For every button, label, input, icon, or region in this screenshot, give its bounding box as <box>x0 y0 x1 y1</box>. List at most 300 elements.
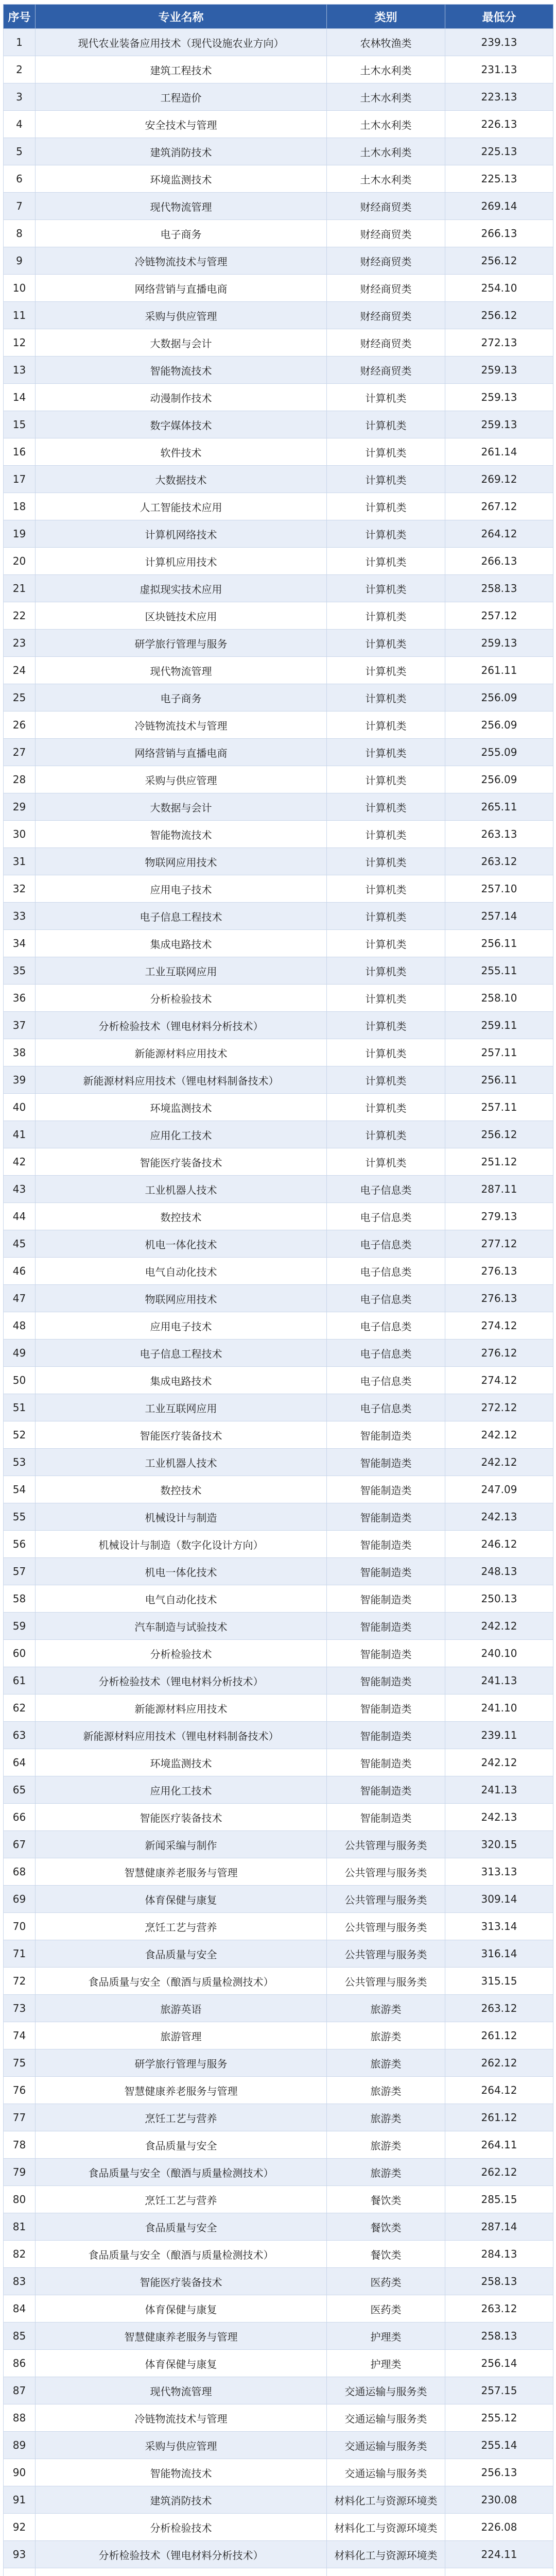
cell-min-score: 261.12 <box>445 2104 553 2131</box>
cell-min-score: 267.12 <box>445 493 553 520</box>
cell-major: 分析检验技术 <box>36 985 327 1012</box>
table-row <box>4 1340 553 1367</box>
cell-index: 6 <box>4 165 36 193</box>
cell-major: 安全技术与管理 <box>36 111 327 138</box>
cell-category: 计算机类 <box>327 384 445 411</box>
table-row <box>4 2323 553 2350</box>
cell-major: 电子信息工程技术 <box>36 903 327 930</box>
table-row <box>4 875 553 903</box>
table-row <box>4 1012 553 1039</box>
table-row <box>4 138 553 165</box>
cell-index: 65 <box>4 1776 36 1804</box>
cell-major: 冷链物流技术与管理 <box>36 711 327 739</box>
cell-min-score: 239.13 <box>445 29 553 56</box>
cell-index: 30 <box>4 821 36 848</box>
cell-min-score: 320.15 <box>445 1831 553 1858</box>
cell-min-score: 264.11 <box>445 2131 553 2159</box>
table-row <box>4 1858 553 1886</box>
cell-index: 69 <box>4 1886 36 1913</box>
cell-index: 55 <box>4 1503 36 1531</box>
cell-major: 机电一体化技术 <box>36 1558 327 1585</box>
cell-category: 计算机类 <box>327 438 445 466</box>
cell-major: 汽车制造与试验技术 <box>36 1613 327 1640</box>
cell-min-score: 255.09 <box>445 739 553 766</box>
table-row <box>4 2049 553 2077</box>
cell-index: 73 <box>4 1995 36 2022</box>
cell-category: 计算机类 <box>327 985 445 1012</box>
cell-major: 建筑消防技术 <box>36 138 327 165</box>
cell-major: 工程造价 <box>36 83 327 111</box>
cell-category: 计算机类 <box>327 1039 445 1066</box>
cell-category: 计算机类 <box>327 1094 445 1121</box>
cell-index: 9 <box>4 247 36 275</box>
table-row <box>4 930 553 957</box>
cell-index: 52 <box>4 1421 36 1449</box>
cell-category: 材料化工与资源环境类 <box>327 2486 445 2514</box>
cell-category: 餐饮类 <box>327 2241 445 2268</box>
table-row <box>4 357 553 384</box>
cell-category: 智能制造类 <box>327 1804 445 1831</box>
cell-index: 40 <box>4 1094 36 1121</box>
cell-index: 90 <box>4 2459 36 2486</box>
cell-category: 计算机类 <box>327 766 445 793</box>
cell-category: 智能制造类 <box>327 1476 445 1503</box>
cell-category: 公共管理与服务类 <box>327 1858 445 1886</box>
cell-min-score: 246.12 <box>445 1531 553 1558</box>
cell-min-score: 256.12 <box>445 302 553 329</box>
table-row <box>4 1886 553 1913</box>
table-header <box>4 5 553 29</box>
cell-category: 旅游类 <box>327 2022 445 2049</box>
cell-major: 烹饪工艺与营养 <box>36 2104 327 2131</box>
cell-index: 24 <box>4 657 36 684</box>
cell-category: 智能制造类 <box>327 1776 445 1804</box>
cell-major: 旅游管理 <box>36 2022 327 2049</box>
cell-min-score: 284.13 <box>445 2241 553 2268</box>
cell-index: 11 <box>4 302 36 329</box>
cell-index: 36 <box>4 985 36 1012</box>
cell-index: 80 <box>4 2186 36 2213</box>
cell-category: 财经商贸类 <box>327 193 445 220</box>
table-row <box>4 1995 553 2022</box>
cell-major: 智能医疗装备技术 <box>36 1148 327 1176</box>
cell-major: 机电一体化技术 <box>36 1230 327 1258</box>
cell-major: 建筑工程技术 <box>36 56 327 83</box>
cell-min-score: 256.11 <box>445 930 553 957</box>
cell-category: 计算机类 <box>327 520 445 548</box>
cell-major: 智能物流技术 <box>36 357 327 384</box>
cell-category <box>327 2568 445 2576</box>
cell-category: 交通运输与服务类 <box>327 2432 445 2459</box>
cell-major: 采购与供应管理 <box>36 766 327 793</box>
cell-category: 电子信息类 <box>327 1340 445 1367</box>
cell-category: 医药类 <box>327 2268 445 2295</box>
cell-category: 计算机类 <box>327 630 445 657</box>
cell-index: 14 <box>4 384 36 411</box>
cell-major: 体育保健与康复 <box>36 2295 327 2323</box>
cell-major: 网络营销与直播电商 <box>36 739 327 766</box>
cell-category: 计算机类 <box>327 848 445 875</box>
cell-major: 采购与供应管理 <box>36 302 327 329</box>
cell-index: 2 <box>4 56 36 83</box>
table-row <box>4 1585 553 1613</box>
cell-index: 87 <box>4 2377 36 2404</box>
cell-major: 区块链技术应用 <box>36 602 327 630</box>
header-index: 序号 <box>4 5 36 29</box>
cell-index: 10 <box>4 275 36 302</box>
cell-index: 92 <box>4 2514 36 2541</box>
table-body <box>4 29 553 2576</box>
table-row <box>4 766 553 793</box>
cell-category: 交通运输与服务类 <box>327 2459 445 2486</box>
cell-min-score: 272.12 <box>445 1394 553 1421</box>
cell-min-score: 274.12 <box>445 1367 553 1394</box>
table-row <box>4 1203 553 1230</box>
cell-min-score: 239.11 <box>445 1722 553 1749</box>
table-row <box>4 520 553 548</box>
cell-min-score: 259.13 <box>445 357 553 384</box>
cell-min-score: 266.13 <box>445 548 553 575</box>
cell-major: 食品质量与安全（酿酒与质量检测技术） <box>36 2241 327 2268</box>
table-row <box>4 247 553 275</box>
cell-index: 59 <box>4 1613 36 1640</box>
cell-category: 计算机类 <box>327 602 445 630</box>
cell-major: 电气自动化技术 <box>36 1258 327 1285</box>
cell-major: 智慧健康养老服务与管理 <box>36 2323 327 2350</box>
cell-index: 66 <box>4 1804 36 1831</box>
cell-category: 计算机类 <box>327 548 445 575</box>
cell-category: 旅游类 <box>327 1995 445 2022</box>
cell-category: 智能制造类 <box>327 1667 445 1694</box>
cell-major: 食品质量与安全（酿酒与质量检测技术） <box>36 1968 327 1995</box>
cell-major: 分析检验技术 <box>36 1640 327 1667</box>
table-row <box>4 1094 553 1121</box>
cell-major: 分析检验技术（锂电材料分析技术） <box>36 2541 327 2568</box>
cell-min-score: 230.08 <box>445 2486 553 2514</box>
cell-major: 环境监测技术 <box>36 165 327 193</box>
cell-index: 23 <box>4 630 36 657</box>
table-row <box>4 985 553 1012</box>
cell-category: 计算机类 <box>327 903 445 930</box>
cell-min-score: 223.13 <box>445 83 553 111</box>
table-row <box>4 2404 553 2432</box>
table-row <box>4 2159 553 2186</box>
table-row <box>4 1367 553 1394</box>
cell-index: 12 <box>4 329 36 357</box>
table-row <box>4 1667 553 1694</box>
cell-major: 研学旅行管理与服务 <box>36 2049 327 2077</box>
cell-major: 网络营销与直播电商 <box>36 275 327 302</box>
cell-major: 冷链物流技术与管理 <box>36 2404 327 2432</box>
cell-index: 20 <box>4 548 36 575</box>
cell-index: 22 <box>4 602 36 630</box>
cell-major: 烹饪工艺与营养 <box>36 2186 327 2213</box>
cell-index: 85 <box>4 2323 36 2350</box>
table-row <box>4 793 553 821</box>
cell-min-score: 287.11 <box>445 1176 553 1203</box>
cell-category: 旅游类 <box>327 2131 445 2159</box>
cell-min-score: 313.14 <box>445 1913 553 1940</box>
table-row <box>4 1640 553 1667</box>
table-row <box>4 438 553 466</box>
cell-min-score: 242.13 <box>445 1503 553 1531</box>
cell-major: 应用电子技术 <box>36 1312 327 1340</box>
cell-index: 18 <box>4 493 36 520</box>
cell-min-score: 315.15 <box>445 1968 553 1995</box>
cell-category: 智能制造类 <box>327 1640 445 1667</box>
cell-min-score: 257.12 <box>445 602 553 630</box>
cell-min-score: 256.12 <box>445 247 553 275</box>
cell-category: 智能制造类 <box>327 1722 445 1749</box>
cell-index: 19 <box>4 520 36 548</box>
cell-category: 农林牧渔类 <box>327 29 445 56</box>
cell-index: 61 <box>4 1667 36 1694</box>
cell-major: 数字媒体技术 <box>36 411 327 438</box>
cell-category: 计算机类 <box>327 1066 445 1094</box>
table-row <box>4 630 553 657</box>
cell-index: 32 <box>4 875 36 903</box>
cell-index: 1 <box>4 29 36 56</box>
table-row <box>4 1476 553 1503</box>
cell-major: 现代物流管理 <box>36 2377 327 2404</box>
cell-index: 39 <box>4 1066 36 1094</box>
cell-major: 软件技术 <box>36 438 327 466</box>
cell-index: 25 <box>4 684 36 711</box>
cell-min-score: 250.13 <box>445 1585 553 1613</box>
table-row <box>4 2377 553 2404</box>
table-row <box>4 384 553 411</box>
cell-category: 计算机类 <box>327 466 445 493</box>
cell-major: 智慧健康养老服务与管理 <box>36 1858 327 1886</box>
cell-category: 计算机类 <box>327 684 445 711</box>
cell-major: 智能医疗装备技术 <box>36 2268 327 2295</box>
cell-min-score: 256.14 <box>445 2350 553 2377</box>
cell-min-score: 256.11 <box>445 1066 553 1094</box>
cell-index: 81 <box>4 2213 36 2241</box>
cell-index: 53 <box>4 1449 36 1476</box>
cell-category: 智能制造类 <box>327 1585 445 1613</box>
cell-min-score: 251.12 <box>445 1148 553 1176</box>
cell-index: 93 <box>4 2541 36 2568</box>
table-row <box>4 1039 553 1066</box>
cell-major: 环境监测技术 <box>36 1749 327 1776</box>
cell-category: 电子信息类 <box>327 1367 445 1394</box>
cell-major: 新能源材料应用技术 <box>36 1039 327 1066</box>
cell-category: 财经商贸类 <box>327 357 445 384</box>
cell-index: 38 <box>4 1039 36 1066</box>
cell-category: 旅游类 <box>327 2159 445 2186</box>
table-row <box>4 1285 553 1312</box>
cell-major: 新能源材料应用技术（锂电材料制备技术） <box>36 1722 327 1749</box>
cell-category: 电子信息类 <box>327 1230 445 1258</box>
table-row <box>4 2568 553 2576</box>
cell-index: 4 <box>4 111 36 138</box>
cell-category: 土木水利类 <box>327 138 445 165</box>
table-row <box>4 1230 553 1258</box>
cell-index: 44 <box>4 1203 36 1230</box>
table-row <box>4 466 553 493</box>
cell-min-score: 263.12 <box>445 1995 553 2022</box>
cell-index: 27 <box>4 739 36 766</box>
cell-index: 17 <box>4 466 36 493</box>
table-row <box>4 2213 553 2241</box>
cell-major: 智能物流技术 <box>36 2459 327 2486</box>
table-row <box>4 1776 553 1804</box>
cell-major: 新能源材料应用技术 <box>36 1694 327 1722</box>
cell-major: 现代物流管理 <box>36 657 327 684</box>
cell-category: 公共管理与服务类 <box>327 1831 445 1858</box>
cell-category: 计算机类 <box>327 957 445 985</box>
header-major: 专业名称 <box>36 5 327 29</box>
table-row <box>4 1421 553 1449</box>
cell-major: 新闻采编与制作 <box>36 1831 327 1858</box>
cell-index: 13 <box>4 357 36 384</box>
cell-index: 83 <box>4 2268 36 2295</box>
cell-index: 16 <box>4 438 36 466</box>
cell-index: 82 <box>4 2241 36 2268</box>
cell-category: 计算机类 <box>327 711 445 739</box>
cell-major: 集成电路技术 <box>36 1367 327 1394</box>
cell-min-score: 262.12 <box>445 2159 553 2186</box>
table-row <box>4 1503 553 1531</box>
table-row <box>4 2077 553 2104</box>
cell-major: 智能物流技术 <box>36 821 327 848</box>
cell-major: 智慧健康养老服务与管理 <box>36 2077 327 2104</box>
cell-major: 现代物流管理 <box>36 193 327 220</box>
cell-major: 现代农业装备应用技术（现代设施农业方向） <box>36 29 327 56</box>
cell-min-score: 263.12 <box>445 848 553 875</box>
cell-major: 体育保健与康复 <box>36 1886 327 1913</box>
cell-index: 89 <box>4 2432 36 2459</box>
cell-min-score: 241.13 <box>445 1776 553 1804</box>
cell-category: 计算机类 <box>327 930 445 957</box>
cell-index: 46 <box>4 1258 36 1285</box>
cell-category: 计算机类 <box>327 1148 445 1176</box>
cell-index: 35 <box>4 957 36 985</box>
table-row <box>4 1176 553 1203</box>
table-row <box>4 2459 553 2486</box>
table-row <box>4 657 553 684</box>
cell-major: 动漫制作技术 <box>36 384 327 411</box>
cell-major: 工业机器人技术 <box>36 1176 327 1203</box>
cell-min-score: 266.13 <box>445 220 553 247</box>
table-row <box>4 1613 553 1640</box>
cell-min-score: 259.13 <box>445 411 553 438</box>
cell-min-score: 256.09 <box>445 711 553 739</box>
cell-min-score: 261.11 <box>445 657 553 684</box>
cell-min-score: 256.12 <box>445 1121 553 1148</box>
cell-category: 公共管理与服务类 <box>327 1886 445 1913</box>
cell-category: 计算机类 <box>327 1121 445 1148</box>
table-row <box>4 1066 553 1094</box>
cell-major: 分析检验技术（锂电材料分析技术） <box>36 1012 327 1039</box>
cell-category: 计算机类 <box>327 875 445 903</box>
cell-min-score <box>445 2568 553 2576</box>
cell-index: 77 <box>4 2104 36 2131</box>
cell-major: 食品质量与安全 <box>36 2131 327 2159</box>
table-row <box>4 548 553 575</box>
cell-min-score: 248.13 <box>445 1558 553 1585</box>
cell-category: 智能制造类 <box>327 1558 445 1585</box>
cell-major: 应用电子技术 <box>36 875 327 903</box>
cell-index <box>4 2568 36 2576</box>
cell-category: 计算机类 <box>327 575 445 602</box>
cell-min-score: 269.12 <box>445 466 553 493</box>
cell-min-score: 285.15 <box>445 2186 553 2213</box>
cell-category: 电子信息类 <box>327 1312 445 1340</box>
cell-major: 电气自动化技术 <box>36 1585 327 1613</box>
cell-index: 49 <box>4 1340 36 1367</box>
cell-category: 护理类 <box>327 2350 445 2377</box>
cell-min-score: 265.11 <box>445 793 553 821</box>
table-row <box>4 411 553 438</box>
cell-major: 智能医疗装备技术 <box>36 1804 327 1831</box>
cell-index: 26 <box>4 711 36 739</box>
cell-major: 分析检验技术（锂电材料分析技术） <box>36 1667 327 1694</box>
cell-min-score: 277.12 <box>445 1230 553 1258</box>
table-row <box>4 2514 553 2541</box>
cell-category: 电子信息类 <box>327 1285 445 1312</box>
cell-min-score: 255.14 <box>445 2432 553 2459</box>
cell-category: 智能制造类 <box>327 1613 445 1640</box>
cell-min-score: 257.11 <box>445 1039 553 1066</box>
table-row <box>4 2486 553 2514</box>
table-row <box>4 275 553 302</box>
header-min-score: 最低分 <box>445 5 553 29</box>
cell-major: 工业互联网应用 <box>36 957 327 985</box>
cell-min-score: 241.10 <box>445 1694 553 1722</box>
cell-category: 智能制造类 <box>327 1531 445 1558</box>
cell-min-score: 257.11 <box>445 1094 553 1121</box>
cell-min-score: 224.11 <box>445 2541 553 2568</box>
cell-min-score: 256.09 <box>445 684 553 711</box>
header-row <box>4 5 553 29</box>
table-row <box>4 193 553 220</box>
cell-min-score: 255.11 <box>445 957 553 985</box>
cell-index: 51 <box>4 1394 36 1421</box>
cell-index: 74 <box>4 2022 36 2049</box>
cell-major: 应用化工技术 <box>36 1121 327 1148</box>
cell-category: 旅游类 <box>327 2077 445 2104</box>
table-row <box>4 2541 553 2568</box>
cell-category: 公共管理与服务类 <box>327 1913 445 1940</box>
table-row <box>4 1312 553 1340</box>
header-category: 类别 <box>327 5 445 29</box>
cell-min-score: 226.13 <box>445 111 553 138</box>
cell-min-score: 264.12 <box>445 520 553 548</box>
cell-min-score: 262.12 <box>445 2049 553 2077</box>
table-row <box>4 1804 553 1831</box>
cell-category: 土木水利类 <box>327 165 445 193</box>
cell-category: 智能制造类 <box>327 1503 445 1531</box>
table-row <box>4 2350 553 2377</box>
cell-index: 60 <box>4 1640 36 1667</box>
table-row <box>4 1722 553 1749</box>
cell-min-score: 261.12 <box>445 2022 553 2049</box>
cell-index: 88 <box>4 2404 36 2432</box>
cell-min-score: 274.12 <box>445 1312 553 1340</box>
cell-min-score: 276.12 <box>445 1340 553 1367</box>
cell-index: 7 <box>4 193 36 220</box>
cell-index: 62 <box>4 1694 36 1722</box>
table-row <box>4 2131 553 2159</box>
cell-index: 56 <box>4 1531 36 1558</box>
cell-major: 环境监测技术 <box>36 1094 327 1121</box>
cell-min-score: 255.12 <box>445 2404 553 2432</box>
cell-category: 财经商贸类 <box>327 329 445 357</box>
cell-category: 计算机类 <box>327 793 445 821</box>
cell-category: 公共管理与服务类 <box>327 1968 445 1995</box>
